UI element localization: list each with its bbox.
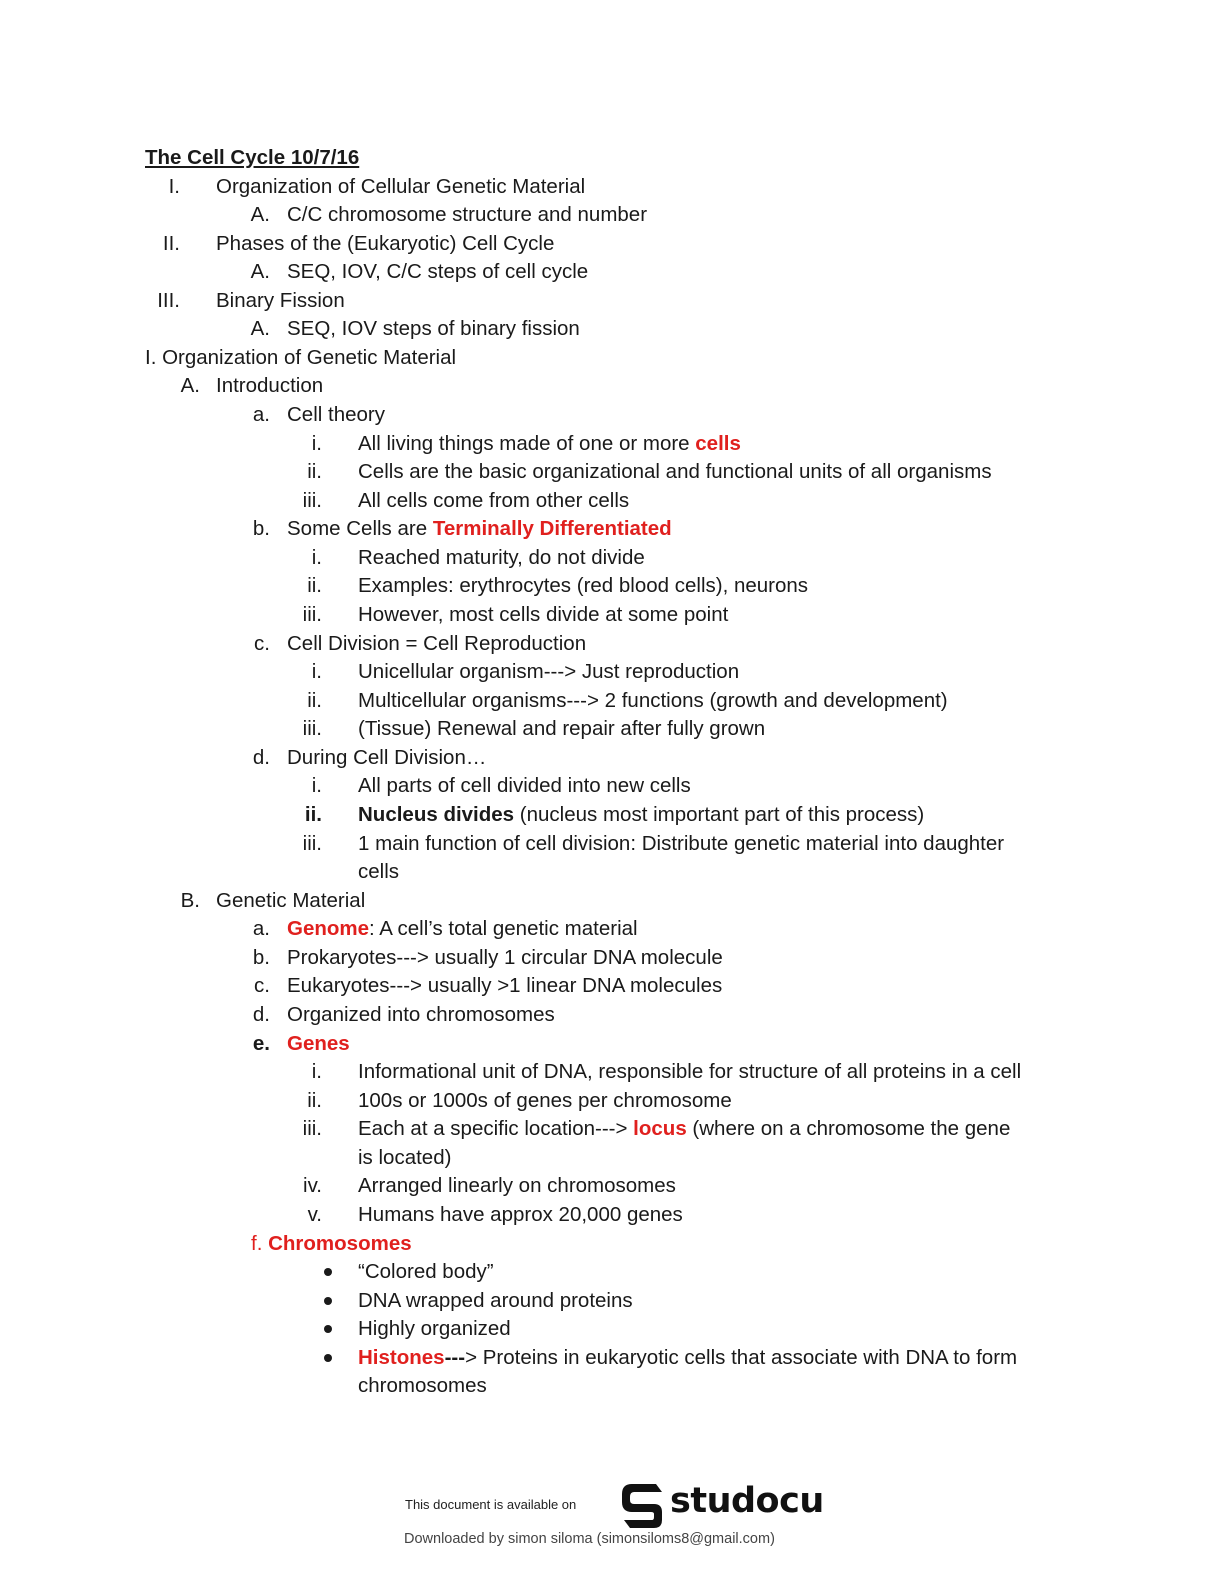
- list-marker: i.: [311, 660, 322, 683]
- outline-text: C/C chromosome structure and number: [287, 203, 648, 226]
- list-text: “Colored body”: [358, 1260, 494, 1283]
- list-text: Eukaryotes---> usually >1 linear DNA molecules: [287, 974, 723, 997]
- list-marker: b.: [252, 946, 270, 969]
- list-marker: i.: [311, 432, 322, 455]
- list-text: During Cell Division…: [287, 746, 487, 769]
- bullet-icon: [324, 1297, 332, 1305]
- list-text: Some Cells are: [287, 517, 433, 540]
- bullet-icon: [324, 1325, 332, 1333]
- list-text: > Proteins in eukaryotic cells that associate with DNA to form: [465, 1346, 1018, 1369]
- key-term: Terminally Differentiated: [432, 517, 672, 540]
- list-text: Unicellular organism---> Just reproduction: [358, 660, 740, 683]
- list-text: All parts of cell divided into new cells: [358, 774, 691, 797]
- outline-marker: II.: [162, 232, 180, 255]
- list-text: Prokaryotes---> usually 1 circular DNA molecule: [287, 946, 723, 969]
- arrow-text: ---: [444, 1346, 466, 1369]
- list-marker: ii.: [304, 803, 322, 826]
- key-term: Chromosomes: [268, 1232, 412, 1255]
- list-marker: v.: [307, 1203, 322, 1226]
- outline-marker: A.: [250, 260, 270, 283]
- key-term: Genome: [287, 917, 370, 940]
- list-text: However, most cells divide at some point: [358, 603, 729, 626]
- list-text: is located): [358, 1146, 452, 1169]
- bullet-icon: [324, 1354, 332, 1362]
- list-text: 1 main function of cell division: Distribute genetic material into daughter: [358, 832, 1005, 855]
- list-marker: c.: [254, 974, 270, 997]
- list-marker: B.: [180, 889, 200, 912]
- outline-text: Binary Fission: [216, 289, 345, 312]
- list-marker: iii.: [302, 717, 322, 740]
- list-text: (nucleus most important part of this process): [514, 803, 925, 826]
- bold-term: Nucleus divides: [358, 803, 515, 826]
- outline-text: SEQ, IOV, C/C steps of cell cycle: [287, 260, 589, 283]
- list-marker: i.: [311, 1060, 322, 1083]
- list-marker: b.: [252, 517, 270, 540]
- list-marker: A.: [180, 374, 200, 397]
- list-text: Examples: erythrocytes (red blood cells), neurons: [358, 574, 809, 597]
- list-marker: ii.: [307, 689, 322, 712]
- list-marker: i.: [311, 546, 322, 569]
- page-title: The Cell Cycle 10/7/16: [145, 146, 360, 169]
- outline-text: Organization of Cellular Genetic Material: [216, 175, 586, 198]
- list-marker: a.: [252, 917, 270, 940]
- list-marker: d.: [252, 746, 270, 769]
- list-text: : A cell’s total genetic material: [369, 917, 638, 940]
- list-text: Cell theory: [287, 403, 385, 426]
- list-text: Highly organized: [358, 1317, 511, 1340]
- footer-downloaded-text: Downloaded by simon siloma (simonsiloms8@gmail.com): [404, 1531, 775, 1547]
- list-marker: iii.: [302, 832, 322, 855]
- list-marker: ii.: [307, 1089, 322, 1112]
- footer-available-text: This document is available on: [405, 1497, 577, 1512]
- studocu-logo-icon: [620, 1480, 666, 1530]
- list-text: Cell Division = Cell Reproduction: [287, 632, 587, 655]
- list-text: Genetic Material: [216, 889, 366, 912]
- list-text: Organized into chromosomes: [287, 1003, 555, 1026]
- list-text: Reached maturity, do not divide: [358, 546, 645, 569]
- list-text: All living things made of one or more: [358, 432, 696, 455]
- list-text: Each at a specific location--->: [358, 1117, 634, 1140]
- list-marker: iii.: [302, 603, 322, 626]
- list-text: (where on a chromosome the gene: [686, 1117, 1011, 1140]
- list-text: Cells are the basic organizational and functional units of all organisms: [358, 460, 992, 483]
- studocu-logo-word[interactable]: studocu: [670, 1481, 824, 1521]
- list-marker: iii.: [302, 489, 322, 512]
- key-term: Histones: [358, 1346, 445, 1369]
- bullet-icon: [324, 1268, 332, 1276]
- key-term: locus: [633, 1117, 687, 1140]
- list-text: Informational unit of DNA, responsible for structure of all proteins in a cell: [358, 1060, 1022, 1083]
- list-text: Introduction: [216, 374, 324, 397]
- list-text: chromosomes: [358, 1374, 487, 1397]
- list-marker: ii.: [307, 460, 322, 483]
- list-text: 100s or 1000s of genes per chromosome: [358, 1089, 732, 1112]
- key-term: Genes: [287, 1032, 350, 1055]
- section-heading-text: I. Organization of Genetic Material: [145, 346, 457, 369]
- list-text: Humans have approx 20,000 genes: [358, 1203, 683, 1226]
- list-marker: f.: [251, 1232, 263, 1255]
- list-marker: a.: [252, 403, 270, 426]
- outline-marker: A.: [250, 203, 270, 226]
- list-text: Arranged linearly on chromosomes: [358, 1174, 676, 1197]
- outline-marker: I.: [168, 175, 180, 198]
- list-marker: c.: [254, 632, 270, 655]
- list-text: DNA wrapped around proteins: [358, 1289, 633, 1312]
- list-marker: i.: [311, 774, 322, 797]
- outline-text: Phases of the (Eukaryotic) Cell Cycle: [216, 232, 555, 255]
- list-text: (Tissue) Renewal and repair after fully grown: [358, 717, 766, 740]
- list-marker: ii.: [307, 574, 322, 597]
- key-term: cells: [695, 432, 741, 455]
- list-marker: d.: [252, 1003, 270, 1026]
- outline-text: SEQ, IOV steps of binary fission: [287, 317, 580, 340]
- outline-marker: A.: [250, 317, 270, 340]
- list-text: cells: [358, 860, 400, 883]
- list-text: Multicellular organisms---> 2 functions (growth and development): [358, 689, 948, 712]
- list-text: All cells come from other cells: [358, 489, 630, 512]
- list-marker: e.: [252, 1032, 270, 1055]
- list-marker: iii.: [302, 1117, 322, 1140]
- list-marker: iv.: [303, 1174, 322, 1197]
- outline-marker: III.: [157, 289, 180, 312]
